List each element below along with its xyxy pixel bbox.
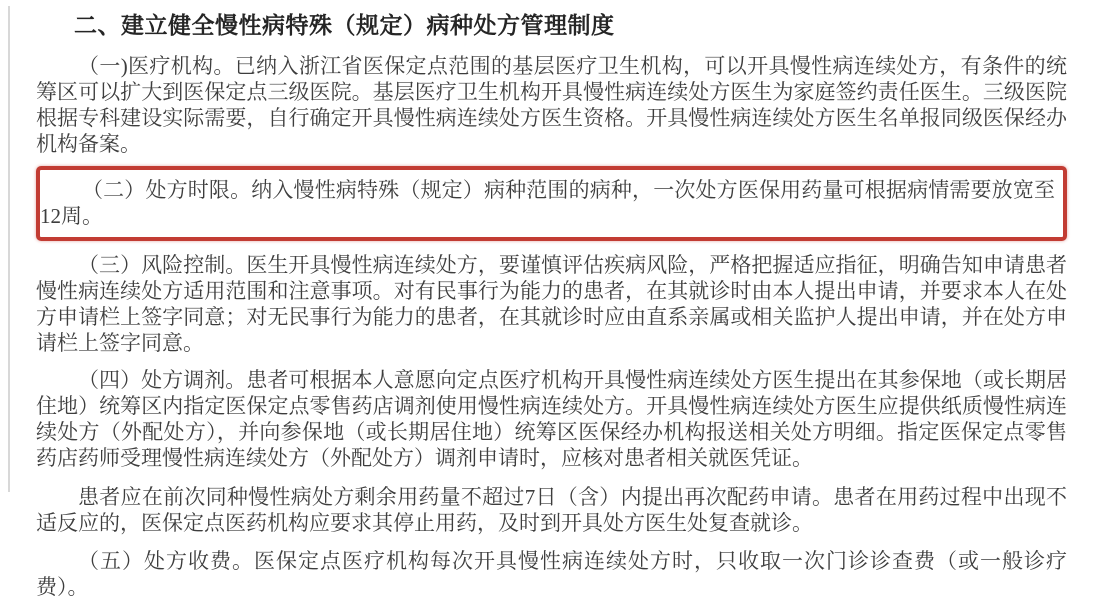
left-page-rule — [8, 6, 10, 492]
paragraph-prescription-fees: （五）处方收费。医保定点医疗机构每次开具慢性病连续处方时，只收取一次门诊诊查费（或一般诊疗费）。 — [36, 549, 1067, 599]
highlight-box — [36, 166, 1067, 241]
section-heading: 二、建立健全慢性病特殊（规定）病种处方管理制度 — [74, 12, 615, 38]
document-body — [36, 10, 1067, 600]
paragraph-refill-application-note: 患者应在前次同种慢性病处方剩余用药量不超过7日（含）内提出再次配药申请。患者在用药过程中出现不适反应的，医保定点医药机构应要求其停止用药，及时到开具处方医生处复查就诊。 — [36, 485, 1067, 535]
paragraph-risk-control: （三）风险控制。医生开具慢性病连续处方，要谨慎评估疾病风险，严格把握适应指征，明确告知申请患者慢性病连续处方适用范围和注意事项。对有民事行为能力的患者，在其就诊时由本人提出申请，并要求本人在处方申请栏上签字同意；对无民事行为能力的患者，在其就诊时应由直系亲属或相关监护人提出申请，并在处方申请栏上签字同意。 — [36, 253, 1067, 355]
paragraph-prescription-time-limit-highlighted: （二）处方时限。纳入慢性病特殊（规定）病种范围的病种，一次处方医保用药量可根据病情需要放宽至12周。 — [40, 178, 1055, 228]
paragraph-medical-institutions: （一)医疗机构。已纳入浙江省医保定点范围的基层医疗卫生机构，可以开具慢性病连续处方，有条件的统筹区可以扩大到医保定点三级医院。基层医疗卫生机构开具慢性病连续处方医生为家庭签约责任医生。三级医院根据专科建设实际需要，自行确定开具慢性病连续处方医生资格。开具慢性病连续处方医生名单报同级医保经办机构备案。 — [36, 54, 1067, 156]
paragraph-prescription-dispensing: （四）处方调剂。患者可根据本人意愿向定点医疗机构开具慢性病连续处方医生提出在其参保地（或长期居住地）统筹区内指定医保定点零售药店调剂使用慢性病连续处方。开具慢性病连续处方医生应提供纸质慢性病连续处方（外配处方），并向参保地（或长期居住地）统筹区医保经办机构报送相关处方明细。指定医保定点零售药店药师受理慢性病连续处方（外配处方）调剂申请时，应核对患者相关就医凭证。 — [36, 368, 1067, 470]
